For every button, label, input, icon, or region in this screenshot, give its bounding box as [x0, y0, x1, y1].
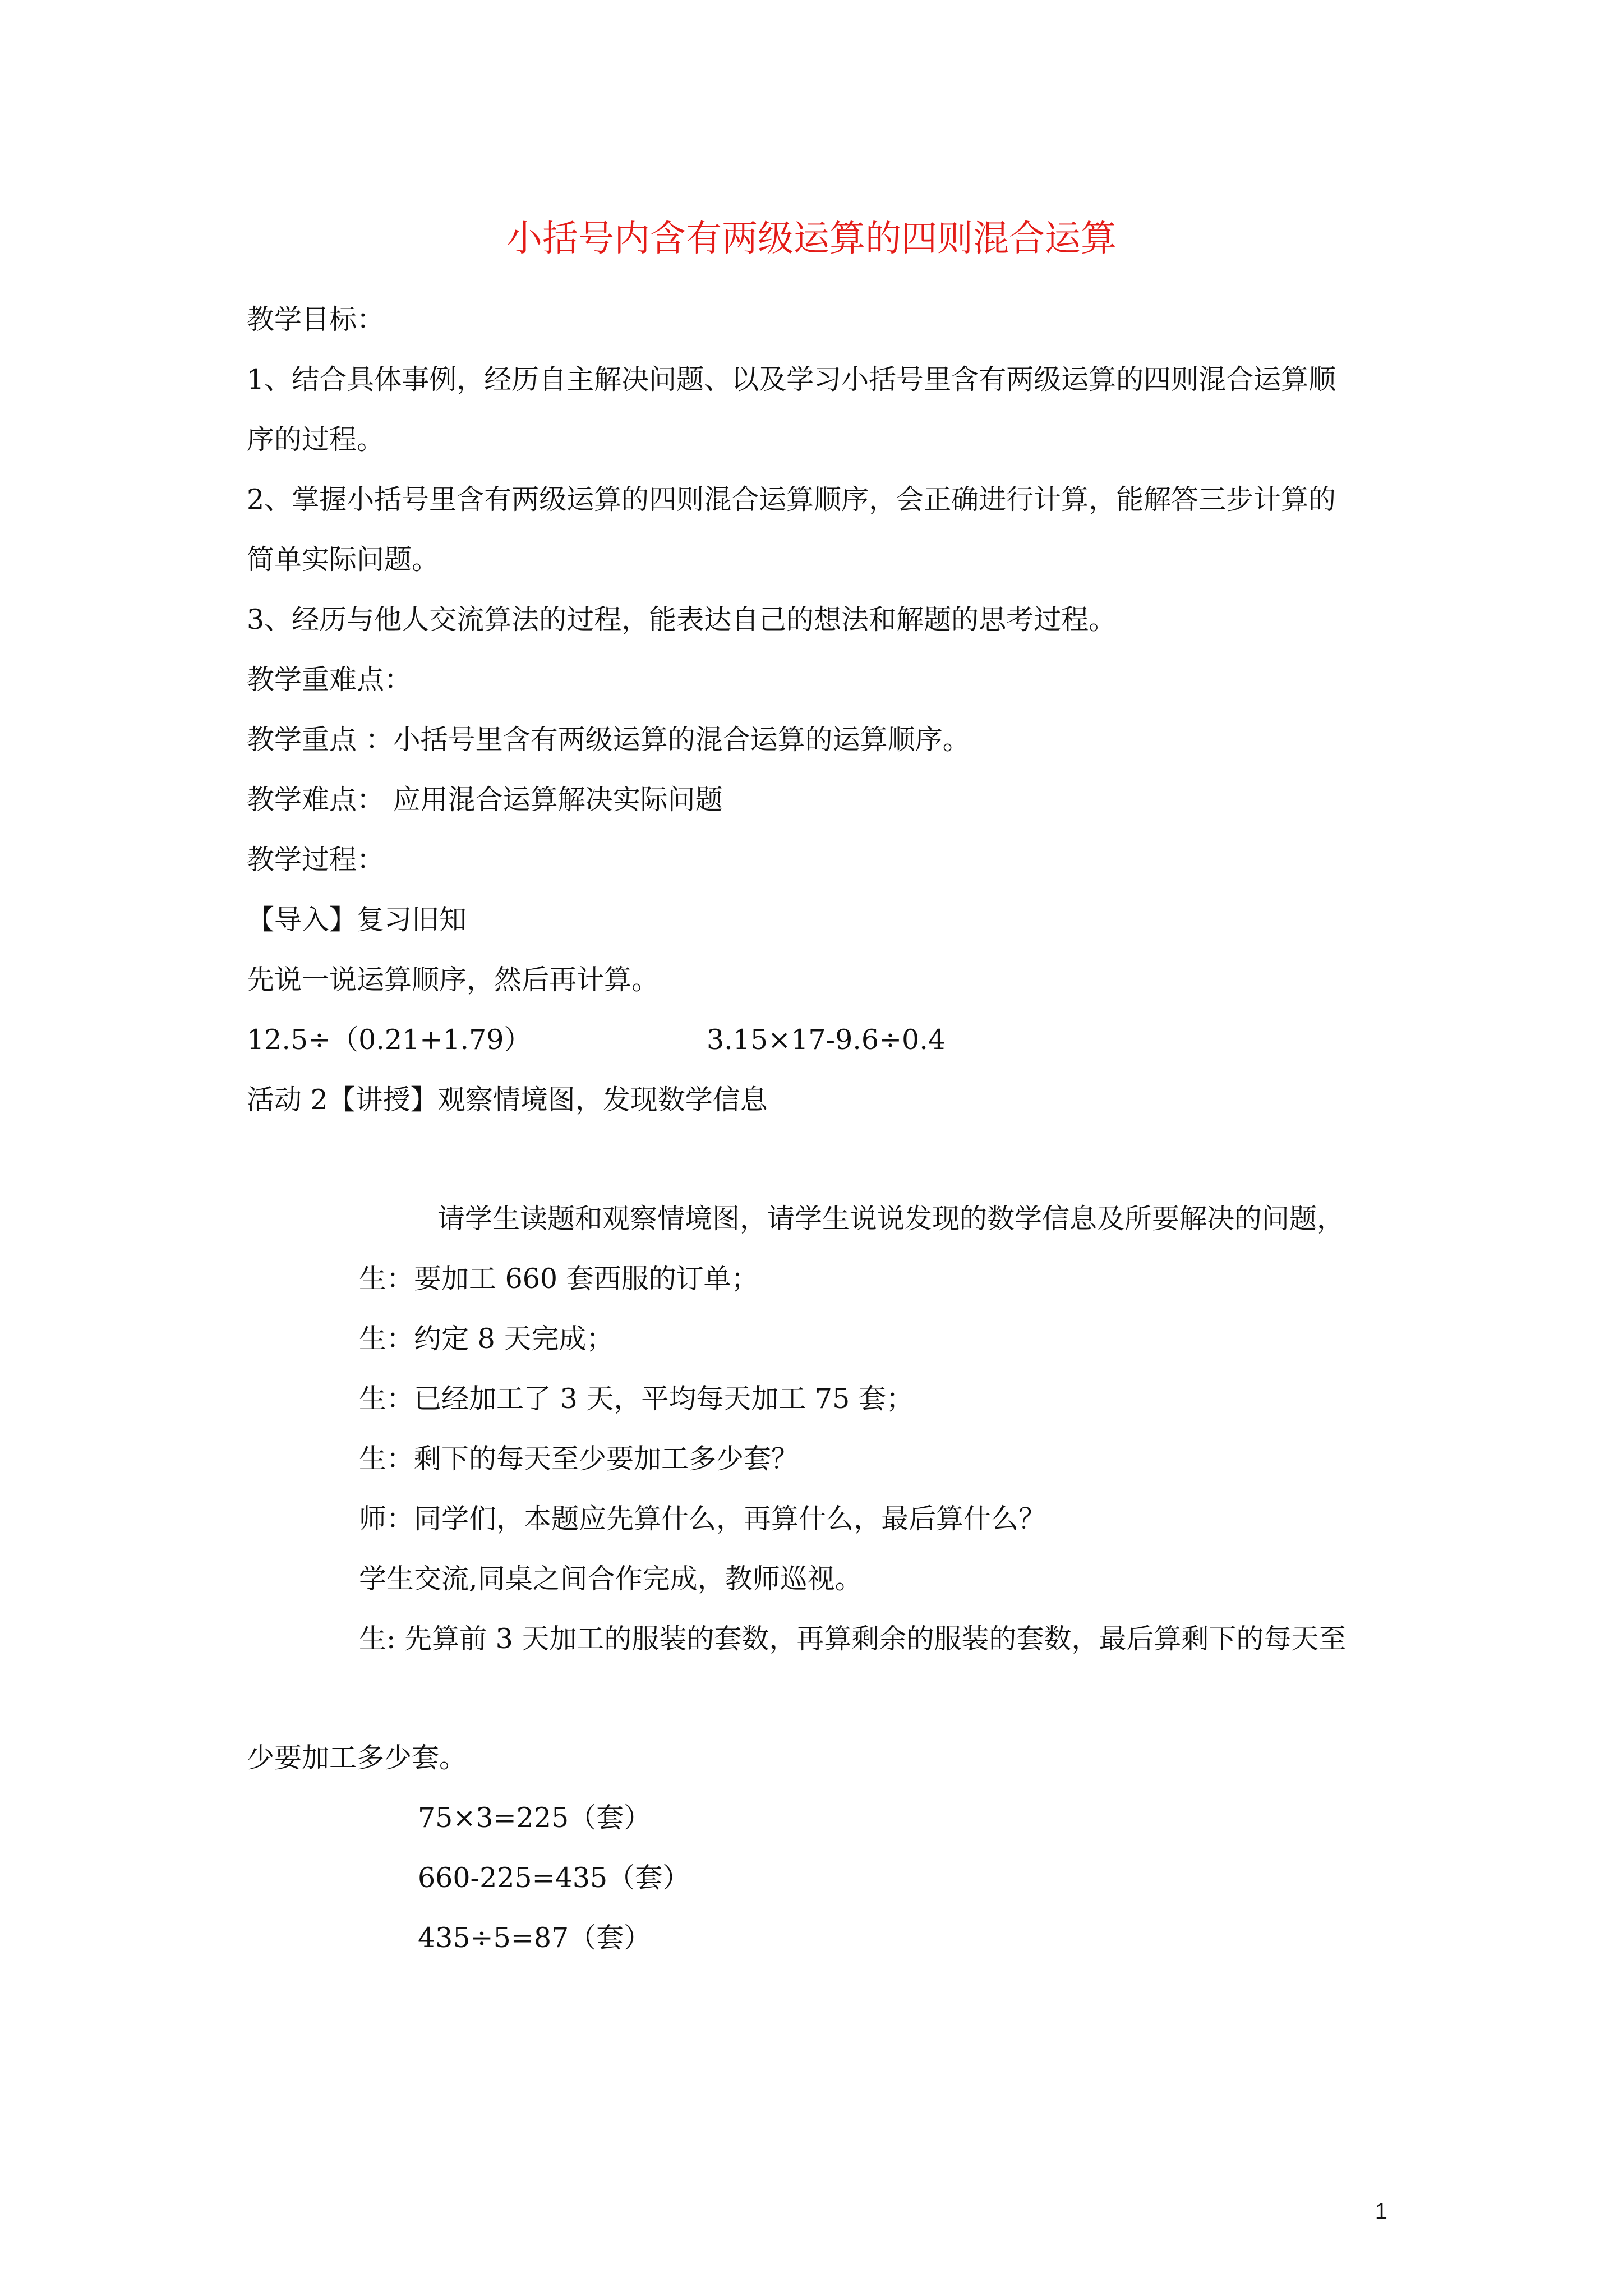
page-number: 1	[1375, 2199, 1387, 2224]
expression-2: 3.15×17-9.6÷0.4	[707, 1024, 946, 1056]
student-line-2: 生：约定 8 天完成；	[359, 1323, 614, 1355]
activity-2-heading: 活动 2【讲授】观察情境图，发现数学信息	[247, 1084, 768, 1116]
objective-2-line-1: 2、掌握小括号里含有两级运算的四则混合运算顺序，会正确进行计算，能解答三步计算的	[247, 484, 1336, 516]
student-line-5-continued: 少要加工多少套。	[247, 1742, 467, 1774]
teaching-focus: 教学重点 ：小括号里含有两级运算的混合运算的运算顺序。	[247, 724, 970, 756]
process-heading: 教学过程：	[247, 844, 385, 876]
student-line-1: 生：要加工 660 套西服的订单；	[359, 1263, 759, 1295]
student-line-4: 生：剩下的每天至少要加工多少套？	[359, 1443, 799, 1475]
calculation-2: 660-225=435（套）	[418, 1862, 690, 1894]
page-title: 小括号内含有两级运算的四则混合运算	[506, 218, 1117, 260]
expression-1: 12.5÷（0.21+1.79）	[247, 1024, 532, 1056]
objective-1-line-2: 序的过程。	[247, 424, 385, 455]
exchange-line: 学生交流,同桌之间合作完成，教师巡视。	[359, 1563, 863, 1595]
student-line-5: 生: 先算前 3 天加工的服装的套数，再算剩余的服装的套数，最后算剩下的每天至	[359, 1623, 1347, 1655]
dialogue-intro: 请学生读题和观察情境图，请学生说说发现的数学信息及所要解决的问题，	[437, 1203, 1345, 1235]
objective-1-line-1: 1、结合具体事例，经历自主解决问题、以及学习小括号里含有两级运算的四则混合运算顺	[247, 364, 1336, 395]
student-line-3: 生：已经加工了 3 天，平均每天加工 75 套；	[359, 1383, 914, 1415]
calculation-3: 435÷5=87（套）	[418, 1922, 652, 1954]
objective-3: 3、经历与他人交流算法的过程，能表达自己的想法和解题的思考过程。	[247, 604, 1117, 636]
intro-section: 【导入】复习旧知	[247, 904, 467, 936]
objectives-heading: 教学目标：	[247, 303, 385, 335]
calculation-1: 75×3=225（套）	[418, 1802, 652, 1834]
teaching-difficulty: 教学难点： 应用混合运算解决实际问题	[247, 784, 723, 816]
teacher-line-1: 师：同学们，本题应先算什么，再算什么，最后算什么？	[359, 1503, 1046, 1535]
objective-2-line-2: 简单实际问题。	[247, 544, 440, 576]
review-instruction: 先说一说运算顺序，然后再计算。	[247, 964, 660, 996]
key-points-heading: 教学重难点：	[247, 664, 412, 696]
